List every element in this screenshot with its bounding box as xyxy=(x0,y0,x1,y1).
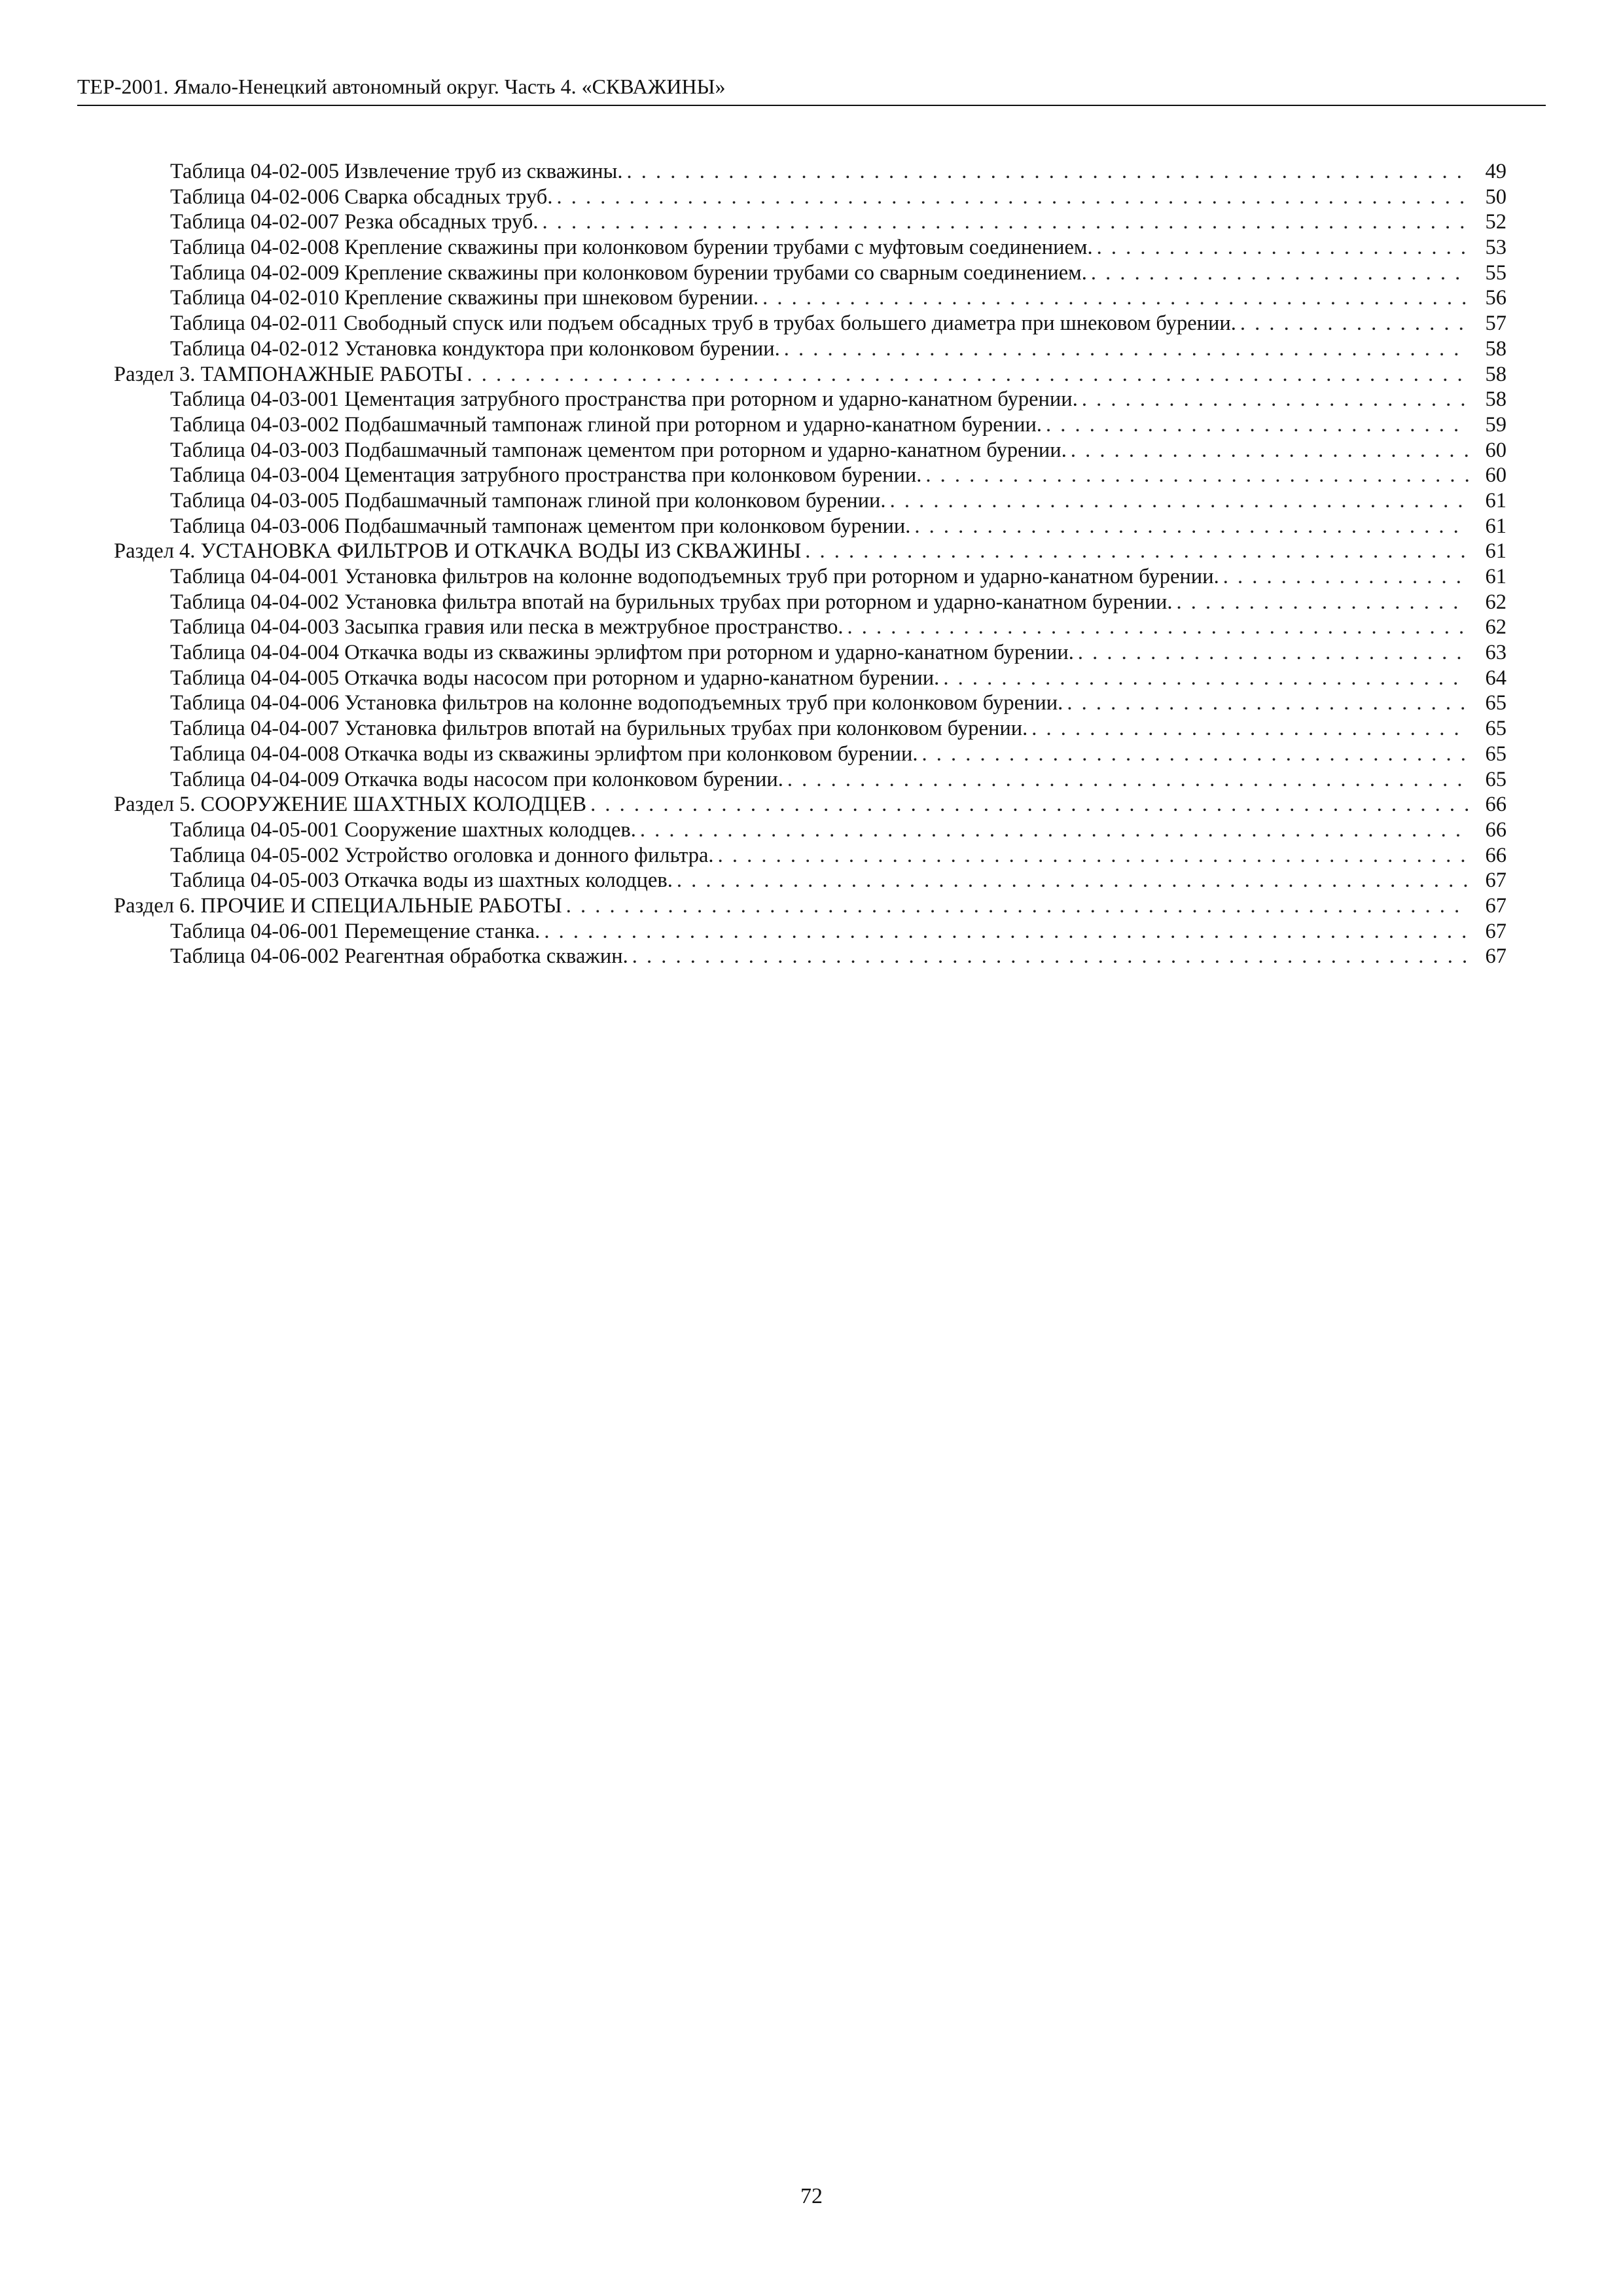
toc-entry-title: Таблица 04-04-007 Установка фильтров впотай на бурильных трубах при колонковом бурении. xyxy=(170,717,1028,741)
toc-table-entry xyxy=(114,311,1507,336)
dot-leader xyxy=(921,742,1469,767)
dot-leader xyxy=(762,285,1469,311)
dot-leader xyxy=(718,843,1469,869)
dot-leader xyxy=(1046,412,1469,438)
toc-table-entry xyxy=(114,843,1507,869)
toc-entry-title: Таблица 04-02-010 Крепление скважины при шнековом бурении. xyxy=(170,286,759,310)
header-rule xyxy=(77,105,1546,106)
dot-leader xyxy=(943,666,1469,691)
toc-entry-page: 49 xyxy=(1485,160,1507,183)
dot-leader xyxy=(914,514,1469,539)
toc-entry-title: Таблица 04-04-009 Откачка воды насосом при колонковом бурении. xyxy=(170,767,783,791)
toc-table-entry xyxy=(114,716,1507,742)
toc-entry-title: Таблица 04-03-002 Подбашмачный тампонаж глиной при роторном и ударно-канатном бурении. xyxy=(170,412,1042,437)
dot-leader xyxy=(1097,235,1469,260)
toc-table-entry xyxy=(114,336,1507,362)
toc-table-entry xyxy=(114,387,1507,412)
toc-entry-page: 52 xyxy=(1485,210,1507,234)
toc-entry-page: 50 xyxy=(1485,185,1507,209)
toc-table-entry xyxy=(114,590,1507,615)
toc-section-entry xyxy=(114,792,1507,817)
toc-entry-page: 53 xyxy=(1485,236,1507,260)
toc-entry-page: 66 xyxy=(1485,793,1507,817)
toc-entry-title: Раздел 4. УСТАНОВКА ФИЛЬТРОВ И ОТКАЧКА ВОДЫ ИЗ СКВАЖИНЫ xyxy=(114,539,802,564)
dot-leader xyxy=(626,159,1469,185)
toc-entry-page: 56 xyxy=(1485,286,1507,310)
toc-table-entry xyxy=(114,767,1507,793)
toc-entry-title: Таблица 04-04-008 Откачка воды из скважины эрлифтом при колонковом бурении. xyxy=(170,742,918,766)
dot-leader xyxy=(1082,387,1469,412)
toc-entry-page: 61 xyxy=(1485,539,1507,564)
dot-leader xyxy=(543,209,1469,235)
dot-leader xyxy=(1177,590,1469,615)
toc-entry-page: 59 xyxy=(1485,412,1507,437)
dot-leader xyxy=(890,488,1469,514)
toc-entry-page: 67 xyxy=(1485,869,1507,893)
dot-leader xyxy=(1078,640,1469,666)
toc-table-entry xyxy=(114,666,1507,691)
toc-section-entry xyxy=(114,362,1507,387)
dot-leader xyxy=(784,336,1469,362)
table-of-contents xyxy=(114,159,1507,969)
toc-section-entry xyxy=(114,539,1507,564)
page-number: 72 xyxy=(800,2184,823,2208)
toc-table-entry xyxy=(114,209,1507,235)
toc-entry-page: 55 xyxy=(1485,260,1507,285)
toc-entry-page: 65 xyxy=(1485,691,1507,715)
running-header: ТЕР-2001. Ямало-Ненецкий автономный округ. Часть 4. «СКВАЖИНЫ» xyxy=(77,75,726,98)
dot-leader xyxy=(1031,716,1469,742)
toc-entry-page: 67 xyxy=(1485,944,1507,969)
dot-leader xyxy=(1071,438,1469,463)
dot-leader xyxy=(1067,691,1469,716)
toc-entry-page: 63 xyxy=(1485,641,1507,665)
toc-entry-title: Таблица 04-03-006 Подбашмачный тампонаж цементом при колонковом бурении. xyxy=(170,514,911,538)
toc-entry-title: Таблица 04-02-006 Сварка обсадных труб. xyxy=(170,185,553,209)
toc-entry-page: 65 xyxy=(1485,742,1507,766)
toc-entry-title: Таблица 04-03-001 Цементация затрубного пространства при роторном и ударно-канатном бурении. xyxy=(170,387,1078,412)
toc-table-entry xyxy=(114,817,1507,843)
toc-table-entry xyxy=(114,868,1507,893)
toc-entry-page: 66 xyxy=(1485,817,1507,842)
toc-entry-title: Раздел 3. ТАМПОНАЖНЫЕ РАБОТЫ xyxy=(114,362,463,386)
dot-leader xyxy=(632,944,1469,969)
toc-entry-title: Раздел 6. ПРОЧИЕ И СПЕЦИАЛЬНЫЕ РАБОТЫ xyxy=(114,893,562,918)
toc-entry-title: Раздел 5. СООРУЖЕНИЕ ШАХТНЫХ КОЛОДЦЕВ xyxy=(114,793,587,817)
toc-table-entry xyxy=(114,185,1507,210)
dot-leader xyxy=(590,792,1469,817)
toc-entry-title: Таблица 04-03-004 Цементация затрубного пространства при колонковом бурении. xyxy=(170,463,922,488)
dot-leader xyxy=(640,817,1469,843)
toc-entry-page: 64 xyxy=(1485,666,1507,690)
dot-leader xyxy=(677,868,1469,893)
toc-entry-title: Таблица 04-04-006 Установка фильтров на колонне водоподъемных труб при колонковом бурении. xyxy=(170,691,1063,715)
toc-table-entry xyxy=(114,691,1507,716)
toc-entry-title: Таблица 04-02-008 Крепление скважины при колонковом бурении трубами с муфтовым соединением. xyxy=(170,236,1093,260)
dot-leader xyxy=(1240,311,1469,336)
toc-section-entry xyxy=(114,893,1507,919)
toc-entry-page: 61 xyxy=(1485,565,1507,588)
toc-entry-page: 67 xyxy=(1485,893,1507,918)
toc-entry-page: 65 xyxy=(1485,767,1507,791)
toc-entry-title: Таблица 04-04-004 Откачка воды из скважины эрлифтом при роторном и ударно-канатном бурении. xyxy=(170,641,1074,665)
dot-leader xyxy=(556,185,1469,210)
toc-table-entry xyxy=(114,919,1507,944)
toc-table-entry xyxy=(114,488,1507,514)
toc-table-entry xyxy=(114,438,1507,463)
toc-entry-title: Таблица 04-03-005 Подбашмачный тампонаж глиной при колонковом бурении. xyxy=(170,488,886,512)
dot-leader xyxy=(805,539,1469,564)
toc-entry-page: 65 xyxy=(1485,717,1507,741)
toc-entry-title: Таблица 04-03-003 Подбашмачный тампонаж цементом при роторном и ударно-канатном бурении. xyxy=(170,438,1067,462)
dot-leader xyxy=(1091,260,1469,286)
dot-leader xyxy=(467,362,1469,387)
dot-leader xyxy=(1223,564,1469,590)
toc-table-entry xyxy=(114,463,1507,488)
toc-entry-title: Таблица 04-05-002 Устройство оголовка и донного фильтра. xyxy=(170,843,714,867)
dot-leader xyxy=(787,767,1469,793)
dot-leader xyxy=(544,919,1469,944)
toc-entry-title: Таблица 04-05-001 Сооружение шахтных колодцев. xyxy=(170,817,636,842)
toc-entry-page: 58 xyxy=(1485,362,1507,386)
toc-table-entry xyxy=(114,615,1507,640)
toc-entry-title: Таблица 04-04-003 Засыпка гравия или песка в межтрубное пространство. xyxy=(170,615,844,639)
toc-table-entry xyxy=(114,944,1507,969)
toc-entry-page: 61 xyxy=(1485,514,1507,538)
toc-entry-title: Таблица 04-04-005 Откачка воды насосом при роторном и ударно-канатном бурении. xyxy=(170,666,940,690)
toc-entry-page: 62 xyxy=(1485,590,1507,614)
toc-table-entry xyxy=(114,514,1507,539)
toc-entry-page: 67 xyxy=(1485,919,1507,943)
toc-entry-page: 57 xyxy=(1485,312,1507,336)
toc-entry-page: 60 xyxy=(1485,463,1507,488)
toc-table-entry xyxy=(114,640,1507,666)
toc-entry-title: Таблица 04-02-011 Свободный спуск или подъем обсадных труб в трубах большего диаметра при шнековом бурении. xyxy=(170,312,1236,336)
toc-table-entry xyxy=(114,260,1507,286)
toc-entry-page: 66 xyxy=(1485,843,1507,867)
toc-table-entry xyxy=(114,159,1507,185)
toc-entry-title: Таблица 04-06-001 Перемещение станка. xyxy=(170,919,541,943)
toc-table-entry xyxy=(114,742,1507,767)
dot-leader xyxy=(847,615,1469,640)
toc-entry-page: 58 xyxy=(1485,387,1507,412)
dot-leader xyxy=(566,893,1469,919)
toc-entry-title: Таблица 04-05-003 Откачка воды из шахтных колодцев. xyxy=(170,869,673,893)
toc-entry-title: Таблица 04-06-002 Реагентная обработка скважин. xyxy=(170,944,628,969)
toc-table-entry xyxy=(114,564,1507,590)
toc-entry-title: Таблица 04-04-002 Установка фильтра впотай на бурильных трубах при роторном и ударно-канатном бурении. xyxy=(170,590,1173,614)
dot-leader xyxy=(925,463,1469,488)
toc-entry-page: 60 xyxy=(1485,438,1507,462)
toc-entry-title: Таблица 04-02-005 Извлечение труб из скважины. xyxy=(170,160,623,183)
toc-entry-title: Таблица 04-02-009 Крепление скважины при колонковом бурении трубами со сварным соединением. xyxy=(170,260,1087,285)
toc-entry-page: 62 xyxy=(1485,615,1507,639)
toc-entry-title: Таблица 04-02-012 Установка кондуктора при колонковом бурении. xyxy=(170,336,780,361)
toc-entry-title: Таблица 04-02-007 Резка обсадных труб. xyxy=(170,210,539,234)
toc-entry-title: Таблица 04-04-001 Установка фильтров на колонне водоподъемных труб при роторном и ударно-канатном бурении. xyxy=(170,565,1219,588)
toc-entry-page: 61 xyxy=(1485,488,1507,512)
toc-table-entry xyxy=(114,412,1507,438)
toc-table-entry xyxy=(114,285,1507,311)
toc-table-entry xyxy=(114,235,1507,260)
toc-entry-page: 58 xyxy=(1485,336,1507,361)
